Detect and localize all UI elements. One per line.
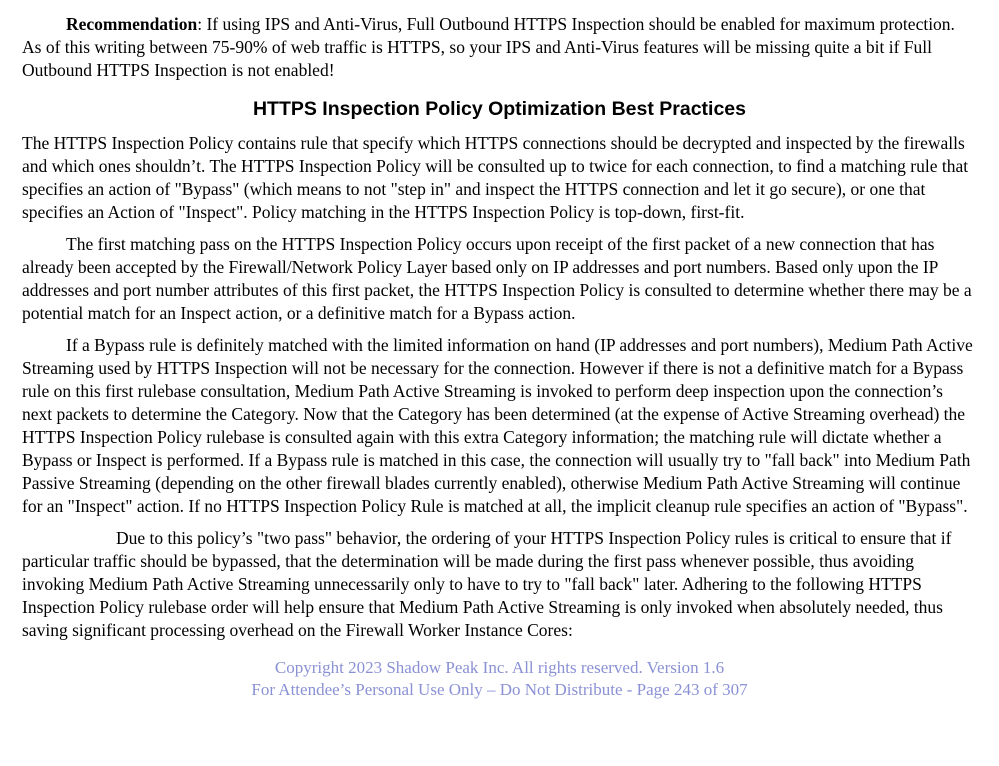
first-pass-paragraph: The first matching pass on the HTTPS Inspection Policy occurs upon receipt of the first packet of a new connection that has already been accepted by the Firewall/Network Policy Layer based only on IP addresses and port numbers. Based only upon the IP addresses and port number attributes of this first packet, the HTTPS Inspection Policy is consulted to determine whether there may be a potential match for an Inspect action, or a definitive match for a Bypass action.: [22, 234, 972, 323]
recommendation-text: : If using IPS and Anti-Virus, Full Outbound HTTPS Inspection should be enabled for maximum protection. As of this writing between 75-90% of web traffic is HTTPS, so your IPS and Anti-Virus features will be missing quite a bit if Full Outbound HTTPS Inspection is not enabled!: [22, 14, 955, 80]
page-footer: [22, 657, 977, 700]
policy-overview-paragraph: The HTTPS Inspection Policy contains rule that specify which HTTPS connections should be decrypted and inspected by the firewalls and which ones shouldn’t. The HTTPS Inspection Policy will be consulted up to twice for each connection, to find a matching rule that specifies an action of "Bypass" (which means to not "step in" and inspect the HTTPS connection and let it go secure), or one that specifies an Action of "Inspect". Policy matching in the HTTPS Inspection Policy is top-down, first-fit.: [22, 133, 969, 222]
recommendation-paragraph: [22, 13, 977, 82]
page-title: HTTPS Inspection Policy Optimization Best Practices: [252, 98, 747, 120]
bypass-rule-paragraph: If a Bypass rule is definitely matched with the limited information on hand (IP addresses and port numbers), Medium Path Active Streaming used by HTTPS Inspection will not be necessary for the connection. However if there is not a definitive match for a Bypass rule on this first rulebase consultation, Medium Path Active Streaming is invoked to perform deep inspection upon the connection’s next packets to determine the Category. Now that the Category has been determined (at the expense of Active Streaming overhead) the HTTPS Inspection Policy rulebase is consulted again with this extra Category information; the matching rule will dictate whether a Bypass or Inspect is performed. If a Bypass rule is matched in this case, the connection will usually try to "fall back" into Medium Path Passive Streaming (depending on the other firewall blades currently enabled), otherwise Medium Path Active Streaming will continue for an "Inspect" action. If no HTTPS Inspection Policy Rule is matched at all, the implicit cleanup rule specifies an action of "Bypass".: [22, 335, 973, 516]
distribution-line: For Attendee’s Personal Use Only – Do Not Distribute - Page 243 of 307: [251, 679, 748, 699]
copyright-line: Copyright 2023 Shadow Peak Inc. All rights reserved. Version 1.6: [274, 658, 725, 677]
recommendation-label: Recommendation: [66, 14, 198, 34]
two-pass-behavior-paragraph: Due to this policy’s "two pass" behavior, the ordering of your HTTPS Inspection Policy rules is critical to ensure that if particular traffic should be bypassed, that the determination will be made during the first pass whenever possible, thus avoiding invoking Medium Path Active Streaming unnecessarily only to have to try to "fall back" later. Adhering to the following HTTPS Inspection Policy rulebase order will help ensure that Medium Path Active Streaming is only invoked when absolutely needed, thus saving significant processing overhead on the Firewall Worker Instance Cores:: [22, 528, 952, 640]
